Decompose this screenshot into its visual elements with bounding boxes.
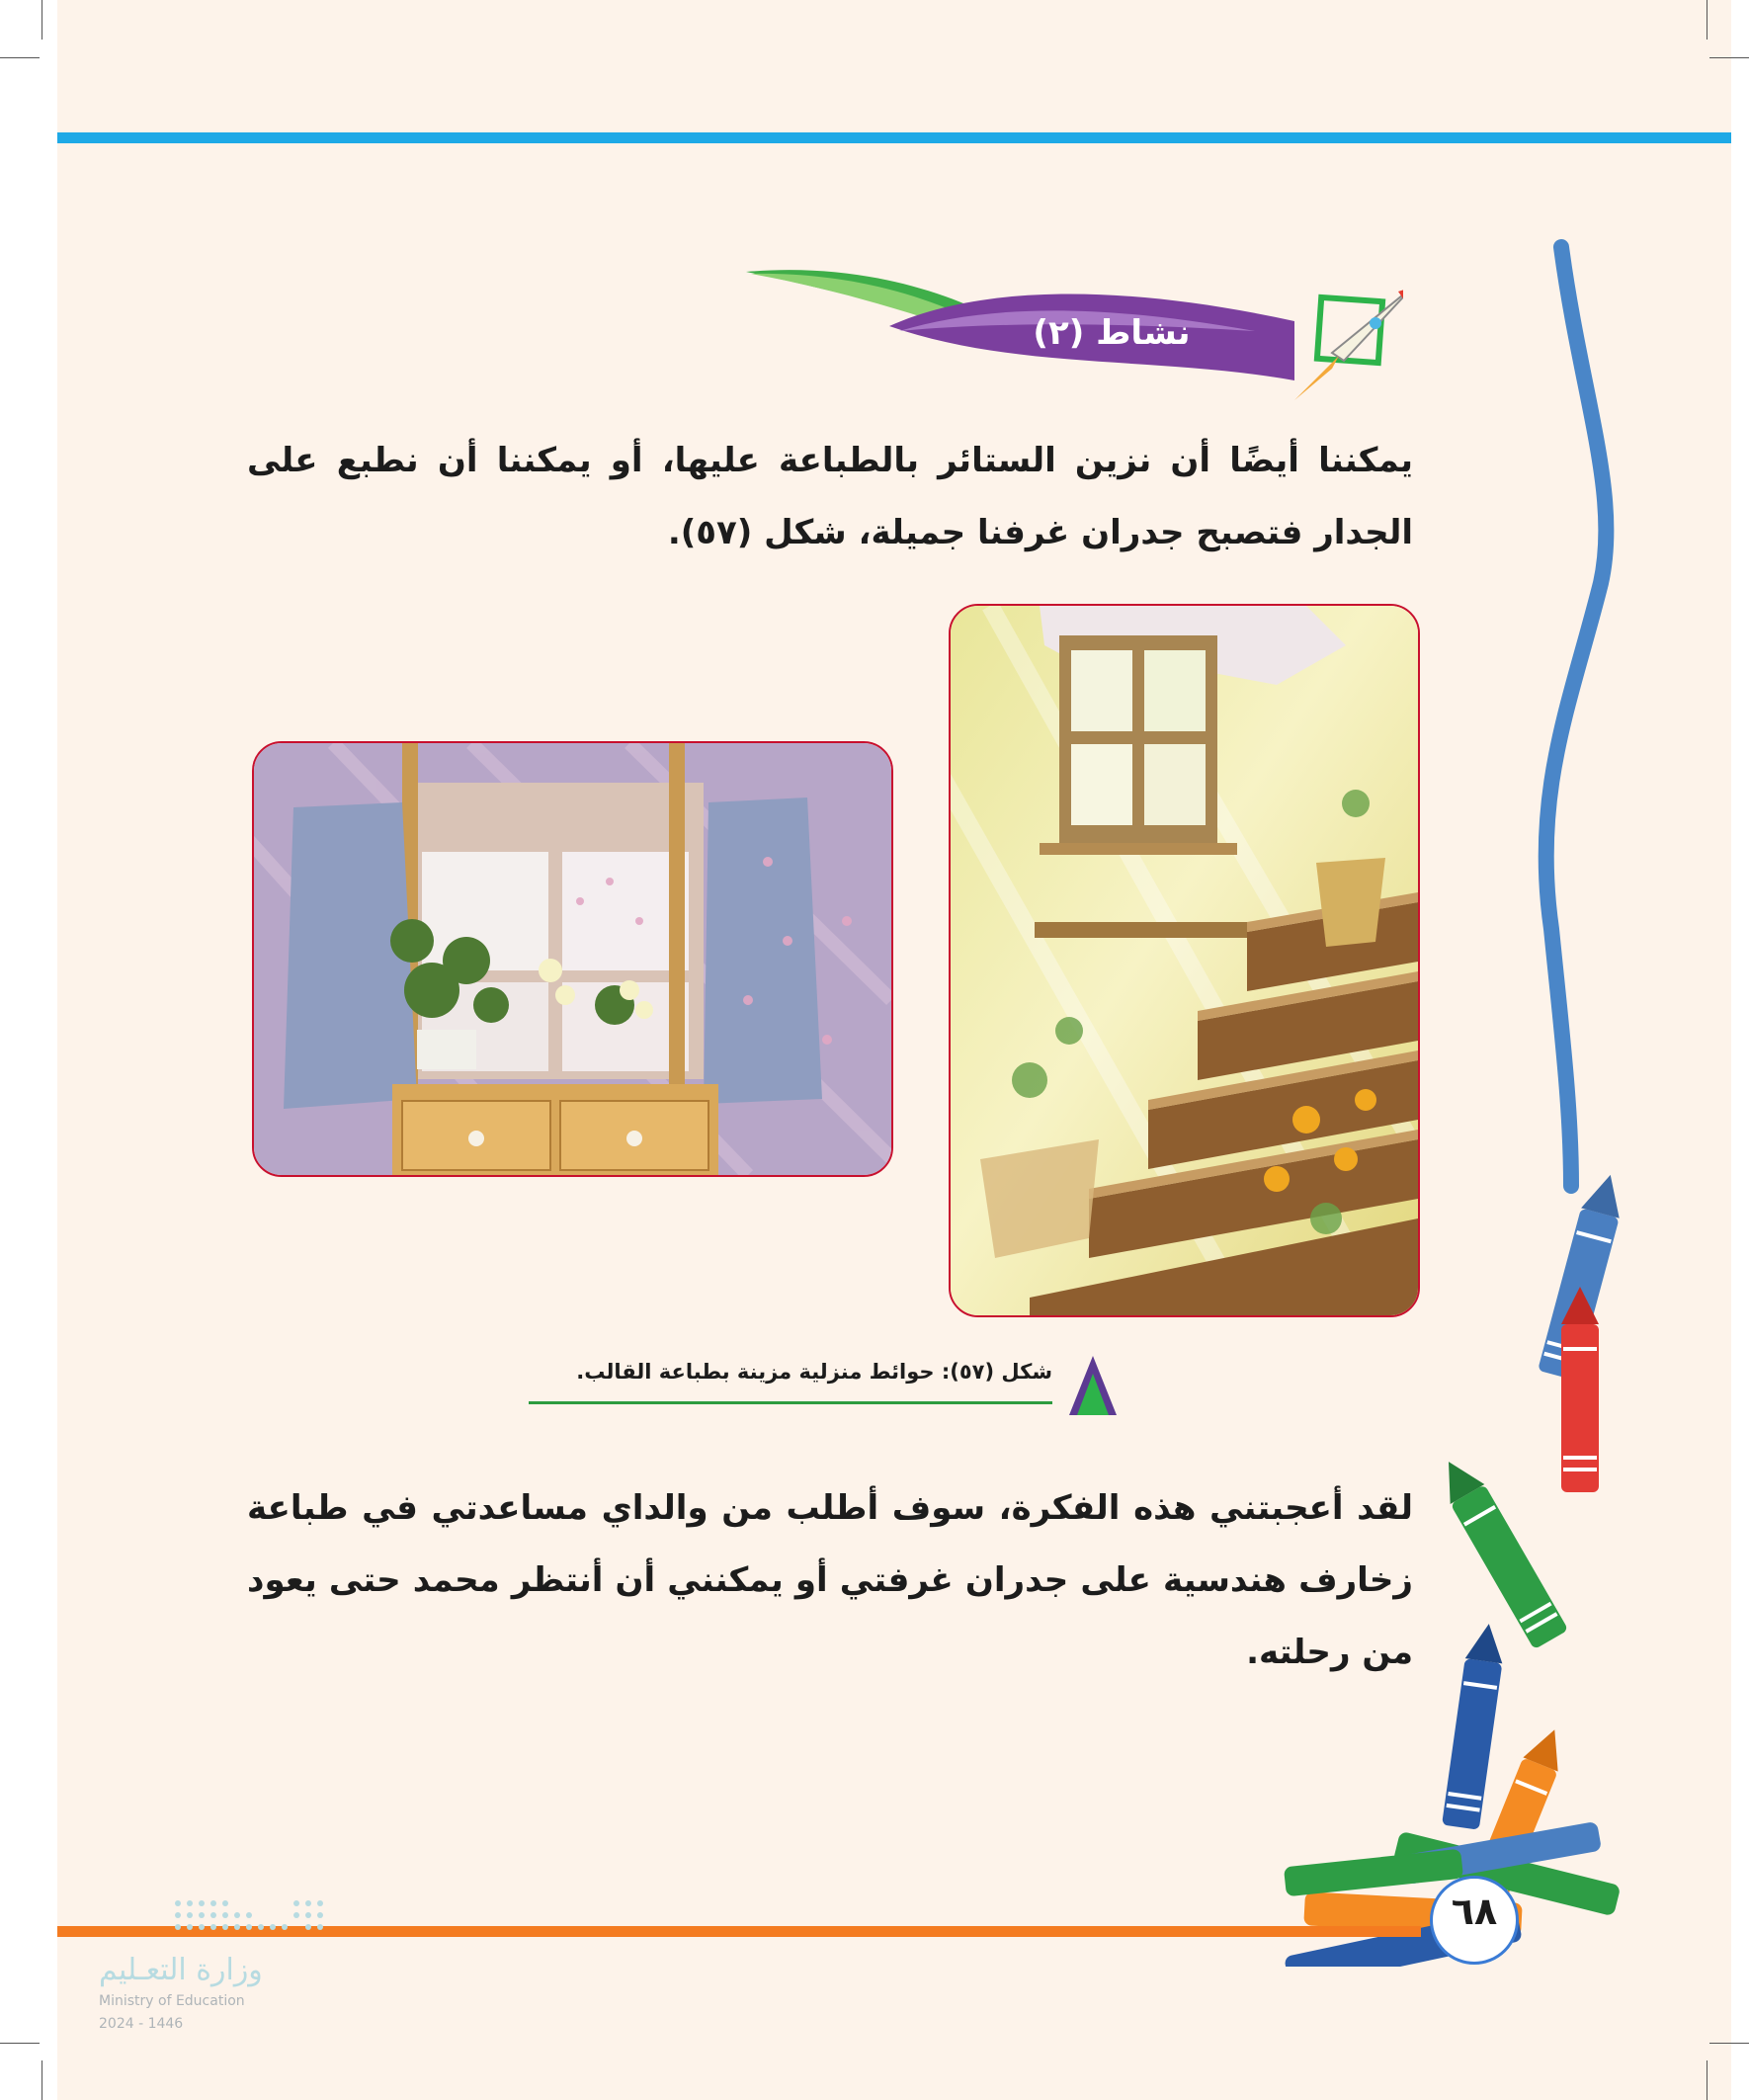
curtain-window-photo <box>252 741 893 1177</box>
triangle-marker-icon <box>1069 1356 1117 1415</box>
paint-stroke-icon <box>1546 247 1607 1186</box>
page-number: ٦٨ <box>1451 1890 1498 1933</box>
edition-year: 2024 - 1446 <box>99 2016 184 2032</box>
crop-mark <box>1709 2043 1749 2044</box>
navy-crayon-icon <box>1442 1621 1508 1829</box>
crop-mark <box>1709 57 1749 58</box>
crop-mark <box>0 2043 40 2044</box>
ministry-name-arabic: وزارة التعـليم <box>99 1953 263 1987</box>
crayons-decoration <box>1245 237 1640 1967</box>
figure-caption-underline <box>529 1354 1052 1404</box>
green-crayon-icon <box>1432 1452 1569 1649</box>
top-rule <box>57 132 1731 143</box>
activity-title: نشاط (٢) <box>1033 313 1191 353</box>
ministry-name-english: Ministry of Education <box>99 1993 245 2009</box>
intro-paragraph: يمكننا أيضًا أن نزين الستائر بالطباعة عليها، أو يمكننا أن نطبع على الجدار فتصبح جدران غرفنا جميلة، شكل (٥٧). <box>247 441 1413 552</box>
figure-caption: شكل (٥٧): حوائط منزلية مزينة بطباعة القالب. <box>576 1360 1052 1384</box>
crop-mark <box>0 57 40 58</box>
closing-paragraph: لقد أعجبتني هذه الفكرة، سوف أطلب من والداي مساعدتي في طباعة زخارف هندسية على جدران غرفتي أو يمكنني أن أنتظر محمد حتى يعود من رحلته. <box>247 1488 1413 1672</box>
ministry-logo-icon <box>168 1895 336 1935</box>
red-crayon-icon <box>1561 1287 1599 1492</box>
